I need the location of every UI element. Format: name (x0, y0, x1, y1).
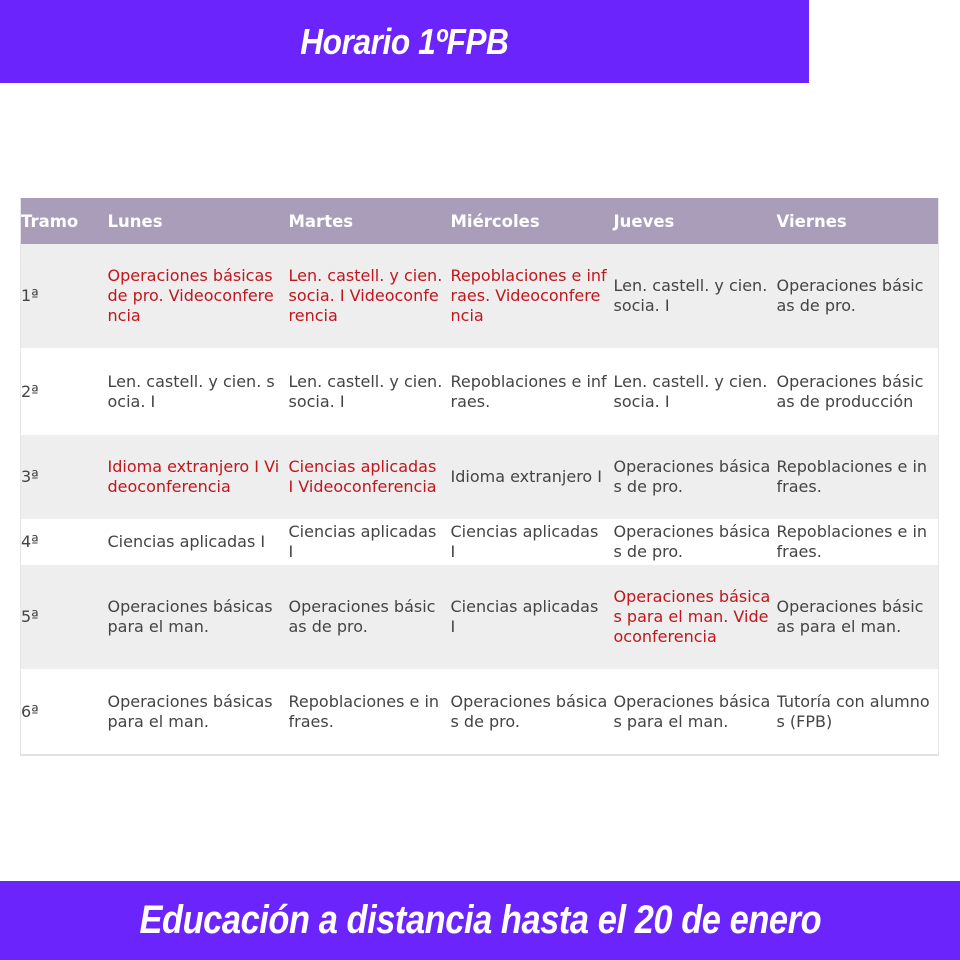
schedule-cell (777, 435, 939, 519)
column-header-lunes: Lunes (108, 198, 289, 244)
footer-text: Educación a distancia hasta el 20 de enero (139, 898, 821, 942)
schedule-table (20, 198, 939, 756)
schedule-cell (108, 669, 289, 755)
schedule-cell (108, 348, 289, 435)
subject-text: Operaciones básicas de pro. (288, 597, 436, 636)
subject-text: Len. castell. y cien. socia. I (107, 371, 275, 411)
schedule-cell (289, 435, 451, 519)
schedule-body (21, 244, 939, 755)
schedule-cell (777, 519, 939, 565)
subject-text: Len. castell. y cien. socia. I (613, 371, 768, 411)
schedule-cell (289, 348, 451, 435)
schedule-cell (108, 435, 289, 519)
table-row (21, 519, 939, 565)
subject-text: Operaciones básicas para el man. (776, 597, 924, 636)
schedule-cell (289, 519, 451, 565)
schedule-cell (451, 519, 614, 565)
table-row (21, 244, 939, 348)
table-header-row (21, 198, 939, 244)
page-title: Horario 1ºFPB (300, 20, 509, 62)
subject-text: Repoblaciones e infraes. (288, 691, 440, 731)
subject-text: Repoblaciones e infraes. (776, 522, 928, 561)
schedule-cell (108, 244, 289, 348)
schedule-cell (614, 565, 777, 669)
tramo-cell: 6ª (21, 669, 108, 755)
tramo-cell: 5ª (21, 565, 108, 669)
videoconference-subject: Len. castell. y cien. socia. I Videoconferencia (288, 266, 443, 325)
tramo-cell: 1ª (21, 244, 108, 348)
table-row (21, 435, 939, 519)
subject-text: Operaciones básicas de producción (776, 371, 924, 411)
schedule-cell (451, 348, 614, 435)
subject-text: Len. castell. y cien. socia. I (613, 276, 768, 315)
schedule-cell (777, 669, 939, 755)
subject-text: Ciencias aplicadas I (450, 597, 599, 636)
column-header-jueves: Jueves (614, 198, 777, 244)
footer-banner (0, 881, 960, 960)
table-row (21, 348, 939, 435)
schedule-cell (614, 669, 777, 755)
schedule-cell (614, 348, 777, 435)
subject-text: Operaciones básicas de pro. (776, 276, 924, 315)
subject-text: Operaciones básicas de pro. (613, 457, 771, 496)
videoconference-subject: Ciencias aplicadas I Videoconferencia (288, 457, 437, 496)
table-row (21, 669, 939, 755)
schedule-cell (614, 519, 777, 565)
subject-text: Ciencias aplicadas I (288, 522, 437, 561)
videoconference-subject: Operaciones básicas de pro. Videoconferencia (107, 266, 274, 325)
videoconference-subject: Operaciones básicas para el man. Videoconferencia (613, 587, 771, 646)
videoconference-subject: Repoblaciones e infraes. Videoconferencia (450, 266, 607, 325)
schedule-cell (108, 519, 289, 565)
subject-text: Ciencias aplicadas I (107, 532, 266, 551)
schedule-cell (614, 244, 777, 348)
schedule-cell (108, 565, 289, 669)
table-row (21, 565, 939, 669)
subject-text: Tutoría con alumnos (FPB) (776, 691, 930, 731)
tramo-cell: 4ª (21, 519, 108, 565)
schedule-cell (451, 669, 614, 755)
subject-text: Operaciones básicas para el man. (613, 691, 771, 731)
column-header-miercoles: Miércoles (451, 198, 614, 244)
column-header-tramo: Tramo (21, 198, 108, 244)
schedule-cell (289, 244, 451, 348)
subject-text: Idioma extranjero I (450, 467, 603, 486)
subject-text: Repoblaciones e infraes. (776, 457, 928, 496)
schedule-cell (451, 244, 614, 348)
schedule-cell (777, 348, 939, 435)
schedule-cell (289, 565, 451, 669)
schedule-cell (451, 565, 614, 669)
schedule-cell (777, 244, 939, 348)
subject-text: Len. castell. y cien. socia. I (288, 371, 443, 411)
subject-text: Operaciones básicas de pro. (450, 691, 608, 731)
subject-text: Ciencias aplicadas I (450, 522, 599, 561)
videoconference-subject: Idioma extranjero I Videoconferencia (107, 457, 280, 496)
subject-text: Operaciones básicas para el man. (107, 691, 273, 731)
column-header-martes: Martes (289, 198, 451, 244)
schedule-cell (451, 435, 614, 519)
tramo-cell: 3ª (21, 435, 108, 519)
tramo-cell: 2ª (21, 348, 108, 435)
schedule-cell (289, 669, 451, 755)
schedule-cell (777, 565, 939, 669)
subject-text: Operaciones básicas de pro. (613, 522, 771, 561)
column-header-viernes: Viernes (777, 198, 939, 244)
title-banner (0, 0, 809, 83)
subject-text: Operaciones básicas para el man. (107, 597, 273, 636)
schedule-cell (614, 435, 777, 519)
subject-text: Repoblaciones e infraes. (450, 371, 607, 411)
